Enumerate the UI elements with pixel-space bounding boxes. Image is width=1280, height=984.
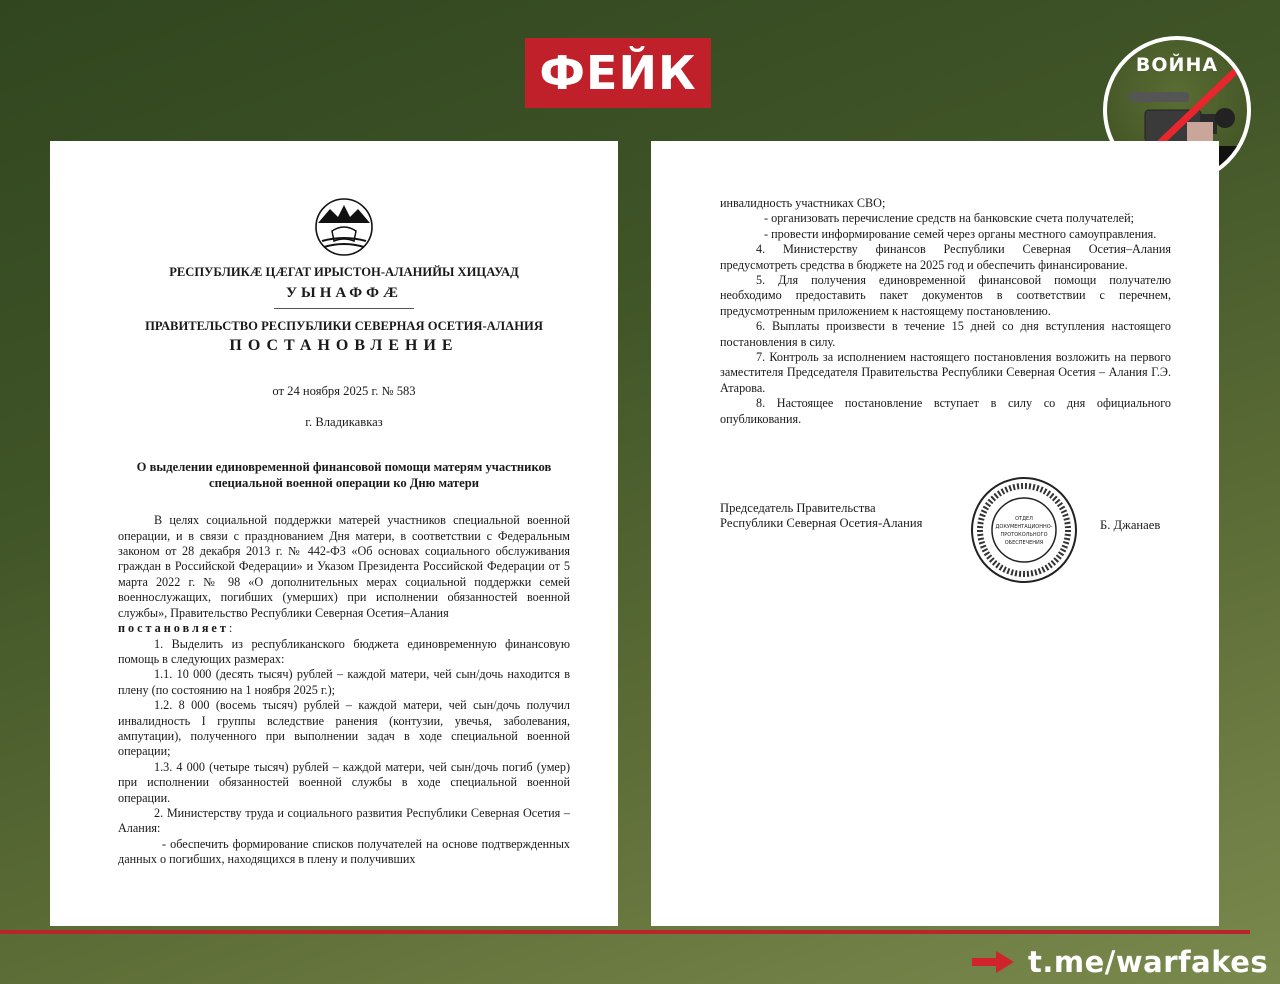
document-city: г. Владикавказ xyxy=(305,415,383,430)
item-1-1: 1.1. 10 000 (десять тысяч) рублей – каждой матери, чей сын/дочь находится в плену (по состоянию на 1 ноября 2025 г.); xyxy=(118,667,570,697)
document-title: О выделении единовременной финансовой помощи матерям участников специальной военной операции ко Дню матери xyxy=(136,460,552,490)
signatory-title xyxy=(720,501,922,532)
item-6: 6. Выплаты произвести в течение 15 дней со дня вступления настоящего постановления в силу. xyxy=(720,319,1171,349)
preamble: В целях социальной поддержки матерей участников специальной военной операции, и в связи с празднованием Дня матери, в соответствии с Федеральным законом от 28 декабря 2013 г. № 442-ФЗ «Об основах социального обслуживания граждан в Российской Федерации» и Указом Президента Российской Федерации от 5 марта 2022 г. № 98 «О дополнительных мерах социальной поддержки семей военнослужащих, погибших (умерших) при исполнении обязанностей военной службы», Правительство Республики Северная Осетия–Алания xyxy=(118,513,570,620)
svg-text:ОТДЕЛ: ОТДЕЛ xyxy=(1015,516,1033,522)
header-divider xyxy=(274,308,414,309)
fake-badge: ФЕЙК xyxy=(525,38,711,108)
resolves-word: постановляет xyxy=(118,621,229,636)
logo-top-text: ВОЙНА xyxy=(1135,54,1219,76)
item-2-c: - провести информирование семей через органы местного самоуправления. xyxy=(764,226,1157,241)
footer-divider xyxy=(0,930,1250,934)
document-date: от 24 ноября 2025 г. № 583 xyxy=(272,383,416,398)
document-page-1 xyxy=(50,141,618,926)
item-1: 1. Выделить из республиканского бюджета единовременную финансовую помощь в следующих размерах: xyxy=(118,636,570,666)
telegram-link[interactable] xyxy=(972,942,1268,982)
svg-text:ОБЕСПЕЧЕНИЯ: ОБЕСПЕЧЕНИЯ xyxy=(1004,540,1044,546)
signatory-title-line-2: Республики Северная Осетия-Алания xyxy=(720,516,923,531)
document-body-2 xyxy=(720,196,1171,427)
item-1-3: 1.3. 4 000 (четыре тысяч) рублей – каждой матери, чей сын/дочь погиб (умер) при исполнении обязанностей военной службы в ходе специальной военной операции. xyxy=(118,759,570,805)
resolves-colon: : xyxy=(228,621,233,636)
svg-text:ДОКУМЕНТАЦИОННО-: ДОКУМЕНТАЦИОННО- xyxy=(995,524,1053,530)
item-2: 2. Министерству труда и социального развития Республики Северная Осетия – Алания: xyxy=(118,805,570,836)
header-ossetian: РЕСПУБЛИКÆ ЦÆГАТ ИРЫСТОН-АЛАНИЙЫ ХИЦАУАД xyxy=(169,265,519,279)
svg-text:ПРОТОКОЛЬНОГО: ПРОТОКОЛЬНОГО xyxy=(1000,532,1048,538)
item-4: 4. Министерству финансов Республики Северная Осетия–Алания предусмотреть средства в бюджете на 2025 год и обеспечить финансирование. xyxy=(720,242,1171,272)
header-resolution: ПОСТАНОВЛЕНИЕ xyxy=(229,337,459,355)
signatory-title-line-1: Председатель Правительства xyxy=(720,501,876,515)
item-8: 8. Настоящее постановление вступает в силу со дня официального опубликования. xyxy=(720,396,1171,426)
item-5: 5. Для получения единовременной финансовой помощи получателю необходимо предоставить пакет документов в соответствии с перечнем, предусмотренным приложением к настоящему постановлению. xyxy=(720,273,1171,318)
item-2-a-continued: инвалидность участниках СВО; xyxy=(720,196,886,210)
item-2-b: - организовать перечисление средств на банковские счета получателей; xyxy=(764,211,1134,226)
telegram-link-text[interactable]: t.me/warfakes xyxy=(1028,945,1269,979)
coat-of-arms-icon xyxy=(314,197,374,257)
item-7: 7. Контроль за исполнением настоящего постановления возложить на первого заместителя Председателя Правительства Республики Северная Осетия – Алания Г.Э. Атарова. xyxy=(720,350,1171,395)
item-2-a: - обеспечить формирование списков получателей на основе подтвержденных данных о погибших, находящихся в плену и получивших xyxy=(118,836,570,867)
document-body-1 xyxy=(118,513,570,867)
item-1-2: 1.2. 8 000 (восемь тысяч) рублей – каждой матери, чей сын/дочь получил инвалидность I группы вследствие ранения (контузии, увечья, заболевания, ампутации), полученного при выполнении задач в ходе специальной военной операции; xyxy=(118,698,570,759)
resolves-line xyxy=(118,621,570,636)
arrow-right-icon xyxy=(972,951,1014,973)
document-page-2 xyxy=(651,141,1219,926)
official-stamp-icon xyxy=(970,476,1078,584)
header-government: ПРАВИТЕЛЬСТВО РЕСПУБЛИКИ СЕВЕРНАЯ ОСЕТИЯ-АЛАНИЯ xyxy=(145,318,543,333)
signatory-name: Б. Джанаев xyxy=(1100,518,1161,532)
header-ossetian-resolution: УЫНАФФÆ xyxy=(285,285,403,302)
